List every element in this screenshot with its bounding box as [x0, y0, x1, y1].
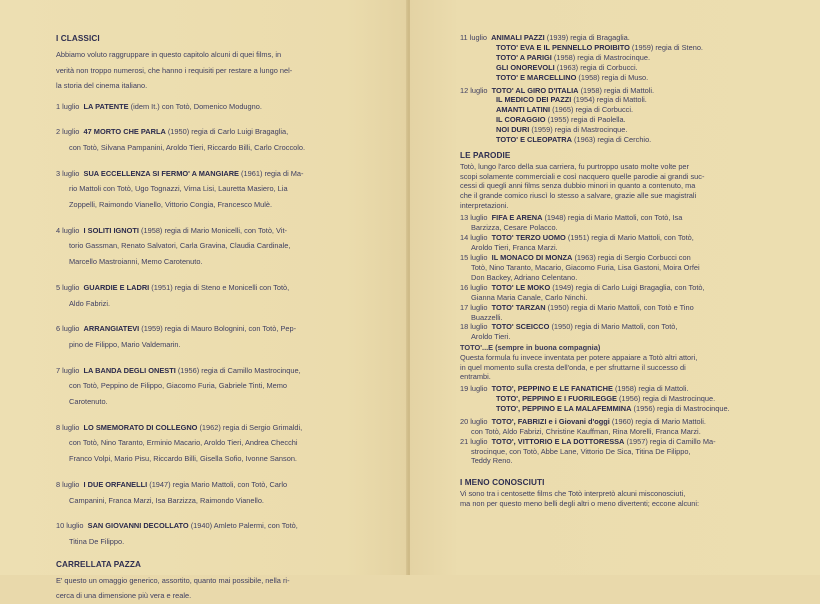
film-date: 21 luglio [460, 436, 488, 446]
film-date: 12 luglio [460, 85, 488, 95]
film-row [460, 115, 785, 125]
film-entry [56, 280, 364, 311]
film-details: (1956) regia di Camillo Mastrocinque, [175, 365, 301, 375]
film-date: 2 luglio [56, 127, 80, 137]
film-entry [56, 321, 364, 352]
film-title: TOTO' EVA E IL PENNELLO PROIBITO [496, 42, 630, 52]
film-details-line: con Totò, Nino Taranto, Erminio Macario, Aroldo Tieri, Andrea Checchi [69, 438, 298, 448]
film-details: (1956) regia di Mastrocinque. [617, 393, 716, 403]
section-heading-meno-conosciuti: I MENO CONOSCIUTI [460, 478, 545, 488]
text-line: che il grande comico riuscì lo stesso a salvare, grazie alle sue magistrali [460, 191, 697, 201]
film-entry-first-line [460, 253, 785, 263]
section-heading-carrellata: CARRELLATA PAZZA [56, 559, 141, 569]
film-details: (1959) regia di Mauro Bolognini, con Totò, Pep- [139, 324, 297, 334]
film-date: 8 luglio [56, 422, 80, 432]
film-details: (1965) regia di Corbucci. [550, 105, 634, 115]
parodie-intro [460, 162, 785, 211]
film-entry-first-line [56, 477, 364, 493]
film-date: 7 luglio [56, 365, 80, 375]
film-entry-first-line [460, 303, 785, 313]
film-details-line: con Totò, Aldo Fabrizi, Christine Kauffman, Rina Morelli, Franca Marzi. [471, 426, 701, 436]
film-details-line: Barzizza, Cesare Polacco. [471, 223, 558, 233]
film-entry-first-line [56, 124, 364, 140]
film-row [460, 53, 785, 63]
film-entry [56, 420, 364, 467]
compagnia-list [460, 384, 785, 414]
film-details: (1955) regia di Paolella. [545, 115, 626, 125]
film-title: TOTO', FABRIZI e i Giovani d'oggi [491, 416, 610, 426]
film-details-line: Carotenuto. [69, 397, 108, 407]
film-title: TOTO', VITTORIO E LA DOTTORESSA [491, 436, 625, 446]
film-details-line: rio Mattoli con Totò, Ugo Tognazzi, Virna Lisi, Lauretta Masiero, Lia [69, 184, 288, 194]
film-entry [56, 223, 364, 270]
text-line: interpretazioni. [460, 200, 509, 210]
film-entry-first-line [460, 437, 785, 447]
text-line: E' questo un omaggio generico, assortito, quanto mai possibile, nella ri- [56, 575, 290, 585]
film-row [460, 63, 785, 73]
film-entry [460, 283, 785, 303]
film-details-line: strocinque, con Totò, Abbe Lane, Vittorio De Sica, Titina De Filippo, [471, 446, 691, 456]
film-details: (1958) regia di Mario Monicelli, con Totò, Vit- [138, 225, 287, 235]
film-date: 6 luglio [56, 324, 80, 334]
film-details: (1954) regia di Mattoli. [571, 95, 647, 105]
film-date: 3 luglio [56, 168, 80, 178]
classici-list [56, 99, 364, 550]
film-details: (1962) regia di Sergio Grimaldi, [197, 422, 303, 432]
film-title: IL CORAGGIO [496, 115, 546, 125]
film-entry-first-line [56, 99, 364, 115]
film-title: ARRANGIATEVI [83, 324, 140, 334]
film-title: NOI DURI [496, 125, 530, 135]
film-date: 4 luglio [56, 225, 80, 235]
film-details-line: Totò, Nino Taranto, Macario, Giacomo Furia, Lisa Gastoni, Moira Orfei [471, 263, 700, 273]
film-details-line: Don Backey, Adriano Celentano. [471, 272, 578, 282]
film-details-line: con Totò, Silvana Pampanini, Aroldo Tieri, Riccardo Billi, Carlo Croccolo. [69, 142, 306, 152]
film-details: (1950) regia di Mario Mattoli, con Totò, [549, 322, 678, 332]
film-title: I DUE ORFANELLI [83, 479, 148, 489]
text-line: Vi sono tra i centosette films che Totò interpretò alcuni misconosciuti, [460, 489, 686, 499]
text-line: verità non troppo numerosi, che hanno i requisiti per restare a lungo nel- [56, 65, 293, 75]
film-entry-first-line [56, 420, 364, 436]
film-entry [460, 417, 785, 437]
film-entry-first-line [56, 280, 364, 296]
film-details: (1947) regia Mario Mattoli, con Totò, Carlo [147, 479, 288, 489]
film-details: (1939) regia di Bragaglia. [544, 33, 630, 42]
text-line: Questa formula fu invece inventata per potere appaiare a Totò altri attori, [460, 352, 698, 362]
film-row [460, 384, 785, 394]
left-column [56, 34, 364, 604]
film-details-line: Titina De Filippo. [69, 536, 125, 546]
film-title: SAN GIOVANNI DECOLLATO [87, 521, 189, 531]
film-entry [460, 213, 785, 233]
film-date: 13 luglio [460, 213, 488, 223]
text-line: la storia del cinema italiano. [56, 81, 148, 90]
text-line: Abbiamo voluto raggruppare in questo capitolo alcuni di quei films, in [56, 50, 282, 59]
film-date: 15 luglio [460, 253, 488, 263]
film-date: 11 luglio [460, 33, 487, 42]
film-details: (1940) Amleto Palermi, con Totò, [188, 521, 298, 531]
film-title: SUA ECCELLENZA SI FERMO' A MANGIARE [83, 168, 239, 178]
film-title: AMANTI LATINI [496, 105, 551, 115]
film-details: (1956) regia di Mastrocinque. [631, 403, 730, 413]
film-details-line: Aroldo Tieri, Franca Marzi. [471, 243, 558, 253]
text-line: scopi solamente commerciali e così nacquero quelle parodie ai grandi suc- [460, 171, 705, 181]
film-details: (1949) regia di Carlo Luigi Bragaglia, con Totò, [550, 282, 705, 292]
film-row [460, 394, 785, 404]
film-entry-first-line [460, 213, 785, 223]
carrellata-text [56, 573, 364, 604]
film-title: TOTO' E MARCELLINO [496, 72, 577, 82]
film-details-line: con Totò, Peppino de Filippo, Giacomo Furia, Gabriele Tinti, Memo [69, 381, 287, 391]
film-details: (1963) regia di Sergio Corbucci con [572, 253, 691, 263]
film-details: (1950) regia di Mario Mattoli, con Totò e Tino [545, 302, 694, 312]
compagnia-intro [460, 353, 785, 382]
date-group [460, 86, 785, 145]
film-entry-first-line [460, 233, 785, 243]
film-entry [460, 437, 785, 467]
film-details: (1951) regia di Steno e Monicelli con Totò, [149, 282, 290, 292]
film-date: 1 luglio [56, 101, 80, 111]
film-title: I SOLITI IGNOTI [83, 225, 139, 235]
film-row [460, 33, 785, 43]
film-title: LA BANDA DEGLI ONESTI [83, 365, 176, 375]
film-row [460, 43, 785, 53]
film-details: (idem It.) con Totò, Domenico Modugno. [128, 101, 262, 111]
film-row [460, 95, 785, 105]
film-entry [56, 124, 364, 155]
film-details: (1958) regia di Muso. [576, 72, 649, 82]
film-details: (1963) regia di Corbucci. [554, 62, 638, 72]
film-details: (1963) regia di Cerchio. [571, 135, 652, 145]
film-details-line: Marcello Mastroianni, Memo Carotenuto. [69, 257, 203, 267]
film-title: GUARDIE E LADRI [83, 282, 150, 292]
film-title: TOTO' A PARIGI [496, 52, 552, 62]
film-entry [56, 477, 364, 508]
film-details-line: Buazzelli. [471, 312, 503, 322]
right-page [410, 0, 820, 575]
film-details: (1951) regia di Mario Mattoli, con Totò, [565, 233, 694, 243]
parodie-list [460, 213, 785, 342]
meno-conosciuti-text [460, 489, 785, 508]
film-details-line: Aroldo Tieri. [471, 332, 511, 342]
film-details-line: Teddy Reno. [471, 456, 513, 466]
film-entry-first-line [56, 363, 364, 379]
film-title: ANIMALI PAZZI [491, 33, 545, 42]
film-date: 19 luglio [460, 384, 488, 394]
film-date: 20 luglio [460, 416, 488, 426]
film-title: TOTO' LE MOKO [491, 282, 551, 292]
film-title: TOTO' SCEICCO [491, 322, 550, 332]
film-entry-first-line [460, 322, 785, 332]
date-group [460, 384, 785, 414]
film-entry [56, 99, 364, 115]
film-title: 47 MORTO CHE PARLA [83, 127, 166, 137]
film-entry [56, 363, 364, 410]
film-details-line: Aldo Fabrizi. [69, 298, 111, 308]
film-date: 5 luglio [56, 282, 80, 292]
film-title: TOTO' AL GIRO D'ITALIA [491, 85, 579, 95]
film-date: 8 luglio [56, 479, 80, 489]
left-page [0, 0, 408, 601]
film-entry [460, 322, 785, 342]
film-row [460, 73, 785, 83]
film-details: (1958) regia di Mattoli. [578, 85, 655, 95]
film-details: (1961) regia di Ma- [239, 168, 304, 178]
film-entry [56, 166, 364, 213]
film-entry-first-line [460, 417, 785, 427]
film-title: LA PATENTE [83, 101, 129, 111]
film-row [460, 125, 785, 135]
film-title: TOTO', PEPPINO E LE FANATICHE [491, 384, 613, 394]
film-row [460, 86, 785, 96]
film-details-line: torio Gassman, Renato Salvatori, Carla Gravina, Claudia Cardinale, [69, 241, 291, 251]
film-entry-first-line [56, 166, 364, 182]
film-title: TOTO' TARZAN [491, 302, 546, 312]
text-line: cessi di quegli anni films senza dubbio minori in quanto a contenuto, ma [460, 181, 696, 191]
text-line: Totò, lungo l'arco della sua carriera, fu purtroppo usato molte volte per [460, 161, 690, 171]
film-details: (1957) regia di Camillo Ma- [624, 436, 716, 446]
film-entry [460, 303, 785, 323]
text-line: cerca di una dimensione più vera e reale. [56, 591, 192, 601]
film-entry-first-line [56, 223, 364, 239]
carrellata-list [460, 33, 785, 145]
film-details: (1958) regia di Mastrocinque. [551, 52, 651, 62]
text-line: in quel momento sulla cresta dell'onda, e per sfruttarne il successo di [460, 362, 686, 372]
film-date: 17 luglio [460, 302, 488, 312]
film-details: (1959) regia di Mastrocinque. [529, 125, 628, 135]
text-line: ma non per questo meno belli degli altri o meno divertenti; eccone alcuni: [460, 499, 700, 509]
section-heading-parodie: LE PARODIE [460, 150, 511, 160]
film-date: 14 luglio [460, 233, 488, 243]
section-heading-compagnia: TOTO'...E (sempre in buona compagnia) [460, 343, 601, 353]
film-details: (1960) regia di Mario Mattoli. [609, 416, 706, 426]
section-heading-classici: I CLASSICI [56, 34, 100, 43]
film-title: LO SMEMORATO DI COLLEGNO [83, 422, 198, 432]
film-date: 10 luglio [56, 521, 84, 531]
film-details-line: pino de Filippo, Mario Valdemarin. [69, 339, 181, 349]
film-row [460, 135, 785, 145]
film-details: (1958) regia di Mattoli. [612, 384, 689, 394]
film-entry-first-line [460, 283, 785, 293]
film-details-line: Gianna Maria Canale, Carlo Ninchi. [471, 292, 588, 302]
film-entry [460, 233, 785, 253]
film-date: 16 luglio [460, 282, 488, 292]
film-entry [56, 518, 364, 549]
film-row [460, 105, 785, 115]
date-group [460, 33, 785, 83]
film-entry [460, 253, 785, 283]
film-row [460, 404, 785, 414]
text-line: entrambi. [460, 372, 491, 382]
film-title: GLI ONOREVOLI [496, 62, 555, 72]
film-title: IL MEDICO DEI PAZZI [496, 95, 572, 105]
film-entry-first-line [56, 321, 364, 337]
film-title: TOTO' E CLEOPATRA [496, 135, 572, 145]
film-details-line: Zoppelli, Raimondo Vianello, Vittorio Congia, Francesco Mulè. [69, 200, 273, 210]
film-date: 18 luglio [460, 322, 488, 332]
right-column [460, 33, 785, 509]
film-title: IL MONACO DI MONZA [491, 253, 573, 263]
film-title: TOTO' TERZO UOMO [491, 233, 566, 243]
film-details: (1950) regia di Carlo Luigi Bragaglia, [165, 127, 289, 137]
film-title: TOTO', PEPPINO E LA MALAFEMMINA [496, 403, 632, 413]
film-title: TOTO', PEPPINO E I FUORILEGGE [496, 393, 617, 403]
film-entry-first-line [56, 518, 364, 534]
film-details-line: Campanini, Franca Marzi, Isa Barzizza, Raimondo Vianello. [69, 495, 264, 505]
compagnia-entries [460, 417, 785, 467]
film-details-line: Franco Volpi, Mario Pisu, Riccardo Billi, Gisella Sofio, Ivonne Sanson. [69, 454, 297, 464]
classici-intro [56, 47, 364, 94]
film-details: (1959) regia di Steno. [629, 42, 703, 52]
film-title: FIFA E ARENA [491, 213, 543, 223]
film-details: (1948) regia di Mario Mattoli, con Totò, Isa [542, 213, 683, 223]
